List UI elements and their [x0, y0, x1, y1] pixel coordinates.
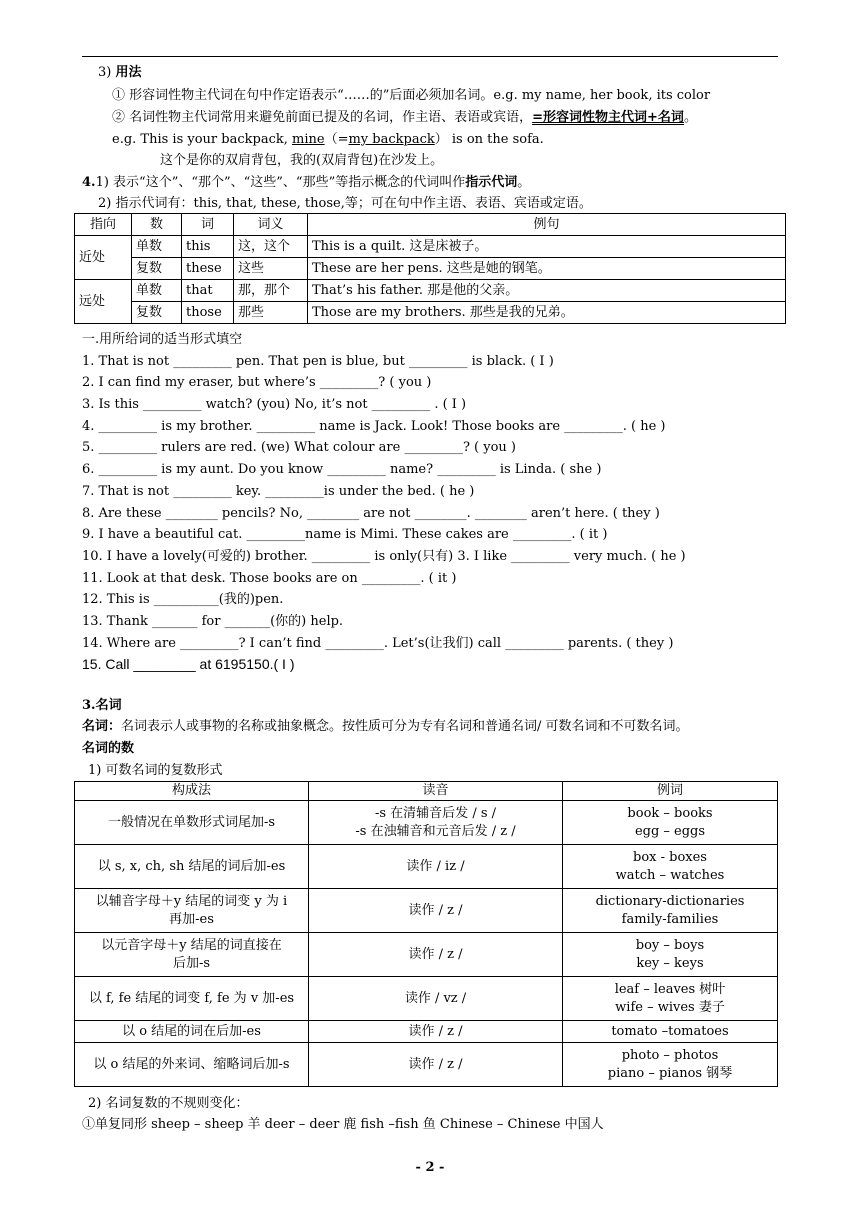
cell-pronunciation — [309, 977, 563, 1021]
header-pronunciation: 读音 — [309, 782, 563, 801]
cell-pronunciation — [309, 801, 563, 845]
cell-meaning: 这，这个 — [234, 236, 308, 258]
header-meaning: 词义 — [234, 214, 308, 236]
exercise-item-13: 13. Thank _______ for _______(你的) help. — [82, 613, 344, 629]
example-text: tomato –tomatoes — [611, 1023, 729, 1039]
sound-text: 读作 / iz / — [406, 858, 465, 874]
sound-text: 读作 / z / — [408, 1056, 463, 1072]
cell-example: Those are my brothers. 那些是我的兄弟。 — [308, 302, 786, 324]
cell-examples — [563, 933, 778, 977]
exercise-item-3: 3. Is this _________ watch? (you) No, it’s not _________ . ( I ) — [82, 397, 467, 413]
irregular-plural-line: ①单复同形 sheep – sheep 羊 deer – deer 鹿 fish –fish 鱼 Chinese – Chinese 中国人 — [82, 1117, 604, 1132]
example-text: book – books — [627, 805, 713, 821]
nouns-section-title: 3.名词 — [82, 698, 122, 713]
table-row — [75, 236, 786, 258]
cell-word: this — [182, 236, 234, 258]
cell-number: 单数 — [132, 236, 182, 258]
cell-rule — [75, 1043, 309, 1087]
rule-text: 以 o 结尾的词在后加-es — [122, 1023, 261, 1039]
direction-far: 远处 — [75, 280, 132, 324]
exercise-item-4: 4. _________ is my brother. _________ name is Jack. Look! Those books are _________. ( he ) — [82, 418, 666, 434]
cell-word: that — [182, 280, 234, 302]
header-rule: 构成法 — [75, 782, 309, 801]
rule-text: 一般情况在单数形式词尾加-s — [107, 814, 276, 830]
example-text: key – keys — [636, 955, 704, 971]
exercise-item-5: 5. _________ rulers are red. (we) What colour are _________? ( you ) — [82, 440, 517, 456]
cell-number: 复数 — [132, 258, 182, 280]
cell-number: 单数 — [132, 280, 182, 302]
header-examples: 例词 — [563, 782, 778, 801]
demonstratives-heading-end: 。 — [517, 175, 531, 190]
cell-pronunciation — [309, 1021, 563, 1043]
demonstratives-table — [74, 213, 786, 324]
example-text: box - boxes — [633, 849, 707, 865]
cell-examples — [563, 1021, 778, 1043]
exercise-item-14: 14. Where are _________? I can’t find _________. Let’s(让我们) call _________ parents. ( they ) — [82, 635, 674, 651]
usage-example-suffix: ） is on the sofa. — [434, 132, 544, 147]
demonstratives-list: 2) 指示代词有：this, that, these, those,等；可在句中作主语、表语、宾语或定语。 — [98, 196, 592, 211]
cell-pronunciation — [309, 845, 563, 889]
header-word: 词 — [182, 214, 234, 236]
usage-rule-2-text: ② 名词性物主代词常用来避免前面已提及的名词，作主语、表语或宾语， — [112, 110, 533, 125]
cell-pronunciation — [309, 933, 563, 977]
table-row — [75, 1043, 778, 1087]
sound-text: 读作 / z / — [408, 1023, 463, 1039]
demonstratives-heading-num: 4. — [82, 175, 96, 190]
cell-meaning: 那些 — [234, 302, 308, 324]
rule-text: 以元音字母＋y 结尾的词直接在 — [101, 937, 282, 953]
cell-pronunciation — [309, 1043, 563, 1087]
exercise-item-6: 6. _________ is my aunt. Do you know _________ name? _________ is Linda. ( she ) — [82, 462, 602, 478]
cell-rule — [75, 801, 309, 845]
example-text: piano – pianos 钢琴 — [607, 1065, 733, 1081]
usage-rule-1: ① 形容词性物主代词在句中作定语表示“……的”后面必须加名词。e.g. my name, her book, its color — [112, 88, 711, 103]
exercise-item-10: 10. I have a lovely(可爱的) brother. _________ is only(只有) 3. I like _________ very much. ( he ) — [82, 548, 686, 564]
exercise-section — [82, 329, 686, 676]
cell-examples — [563, 977, 778, 1021]
cell-rule — [75, 933, 309, 977]
cell-example: This is a quilt. 这是床被子。 — [308, 236, 786, 258]
table-row — [75, 977, 778, 1021]
exercise-item-7: 7. That is not _________ key. _________is under the bed. ( he ) — [82, 483, 475, 499]
irregular-plural-title: 2) 名词复数的不规则变化： — [88, 1096, 249, 1111]
example-text: wife – wives 妻子 — [615, 999, 725, 1015]
rule-text: 后加-s — [172, 955, 211, 971]
usage-example — [112, 131, 544, 149]
nouns-definition-text: 名词表示人或事物的名称或抽象概念。按性质可分为专有名词和普通名词/ 可数名词和不可数名词。 — [121, 719, 689, 734]
cell-examples — [563, 845, 778, 889]
table-row — [75, 845, 778, 889]
sound-text: 读作 / vz / — [404, 990, 467, 1006]
exercise-item-11: 11. Look at that desk. Those books are on _________. ( it ) — [82, 570, 457, 586]
usage-example-prefix: e.g. This is your backpack, — [112, 132, 292, 147]
rule-text: 以辅音字母＋y 结尾的词变 y 为 i — [95, 893, 288, 909]
table-row — [75, 889, 778, 933]
usage-example-cn: 这个是你的双肩背包，我的(双肩背包)在沙发上。 — [160, 153, 444, 168]
example-text: watch – watches — [615, 867, 725, 883]
usage-heading — [98, 64, 142, 82]
table-row — [75, 933, 778, 977]
usage-rule-2-end: 。 — [683, 110, 697, 125]
cell-example: That’s his father. 那是他的父亲。 — [308, 280, 786, 302]
nouns-number-title: 名词的数 — [82, 741, 135, 756]
table-row — [75, 801, 778, 845]
exercise-title: 一.用所给词的适当形式填空 — [82, 332, 243, 347]
exercise-item-9: 9. I have a beautiful cat. _________name is Mimi. These cakes are _________. ( it ) — [82, 527, 608, 543]
demonstratives-table-header — [75, 214, 786, 236]
cell-word: these — [182, 258, 234, 280]
header-rule — [82, 56, 778, 57]
example-text: photo – photos — [621, 1047, 719, 1063]
cell-examples — [563, 889, 778, 933]
nouns-plural-title: 1) 可数名词的复数形式 — [88, 763, 223, 778]
demonstratives-heading — [82, 174, 530, 192]
rule-text: 再加-es — [169, 911, 214, 927]
sound-text: 读作 / z / — [408, 946, 463, 962]
table-row — [75, 1021, 778, 1043]
demonstratives-heading-text: 1) 表示“这个”、“那个”、“这些”、“那些”等指示概念的代词叫作 — [95, 175, 466, 190]
usage-example-my-backpack: my backpack — [348, 132, 435, 147]
cell-examples — [563, 1043, 778, 1087]
example-text: leaf – leaves 树叶 — [614, 981, 726, 997]
usage-heading-text: 用法 — [115, 65, 142, 80]
table-row — [75, 302, 786, 324]
sound-text: 读作 / z / — [408, 902, 463, 918]
header-direction: 指向 — [75, 214, 132, 236]
cell-rule — [75, 845, 309, 889]
page-number: - 2 - — [415, 1160, 445, 1175]
cell-examples — [563, 801, 778, 845]
cell-example: These are her pens. 这些是她的钢笔。 — [308, 258, 786, 280]
example-text: family-families — [621, 911, 719, 927]
header-example: 例句 — [308, 214, 786, 236]
cell-word: those — [182, 302, 234, 324]
sound-text: -s 在清辅音后发 / s / — [374, 805, 497, 821]
cell-pronunciation — [309, 889, 563, 933]
usage-heading-num: 3) — [98, 65, 112, 80]
cell-rule — [75, 977, 309, 1021]
usage-rule-2 — [112, 109, 697, 127]
example-text: dictionary-dictionaries — [595, 893, 745, 909]
usage-example-mine: mine — [292, 132, 325, 147]
cell-meaning: 那，那个 — [234, 280, 308, 302]
cell-number: 复数 — [132, 302, 182, 324]
example-text: egg – eggs — [634, 823, 706, 839]
table-row — [75, 280, 786, 302]
sound-text: -s 在浊辅音和元音后发 / z / — [355, 823, 516, 839]
example-text: boy – boys — [635, 937, 705, 953]
demonstratives-heading-term: 指示代词 — [465, 175, 518, 190]
plural-forms-table — [74, 781, 778, 1087]
direction-near: 近处 — [75, 236, 132, 280]
table-row — [75, 258, 786, 280]
plural-table-header — [75, 782, 778, 801]
rule-text: 以 o 结尾的外来词、缩略词后加-s — [93, 1056, 290, 1072]
cell-rule — [75, 1021, 309, 1043]
exercise-item-2: 2. I can find my eraser, but where’s _________? ( you ) — [82, 375, 432, 391]
rule-text: 以 f, fe 结尾的词变 f, fe 为 v 加-es — [88, 990, 295, 1006]
exercise-item-12: 12. This is __________(我的)pen. — [82, 592, 284, 608]
usage-example-paren: （= — [324, 132, 349, 147]
cell-rule — [75, 889, 309, 933]
rule-text: 以 s, x, ch, sh 结尾的词后加-es — [97, 858, 286, 874]
exercise-item-15: 15. Call ________ at 6195150.( I ) — [82, 656, 295, 673]
exercise-item-8: 8. Are these ________ pencils? No, ________ are not ________. ________ aren’t here. ( they ) — [82, 505, 660, 521]
cell-meaning: 这些 — [234, 258, 308, 280]
nouns-definition-label: 名词： — [82, 719, 122, 734]
exercise-item-1: 1. That is not _________ pen. That pen is blue, but _________ is black. ( I ) — [82, 353, 554, 369]
usage-rule-2-emphasis: =形容词性物主代词+名词 — [532, 110, 684, 125]
header-number: 数 — [132, 214, 182, 236]
nouns-definition — [82, 718, 689, 736]
